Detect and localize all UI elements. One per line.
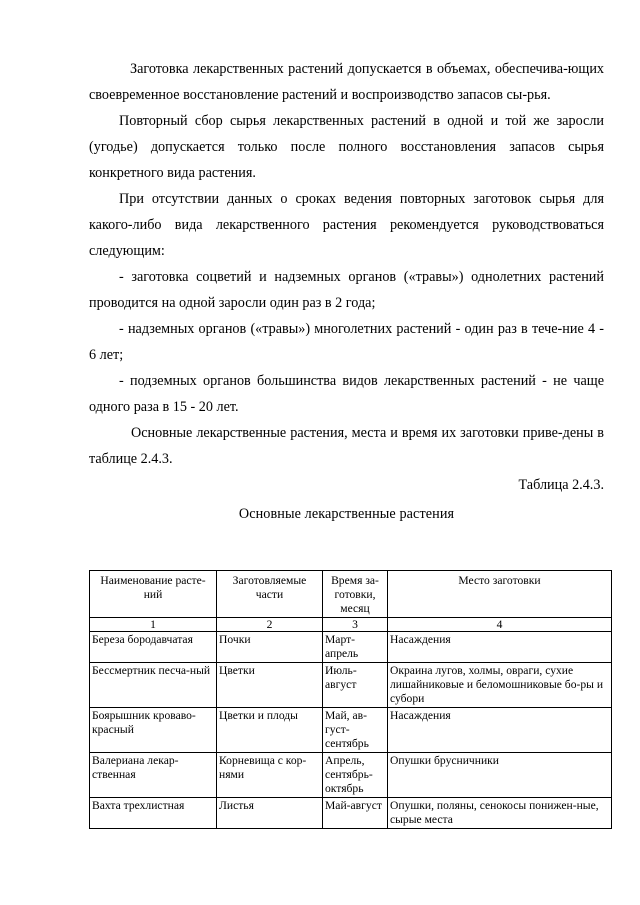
header-harvested-parts: Заготовляемые части (217, 571, 323, 618)
table-title: Основные лекарственные растения (238, 506, 455, 522)
header-harvest-place: Место заготовки (388, 571, 612, 618)
cell-harvested-parts: Листья (217, 798, 323, 829)
table-row (90, 663, 612, 708)
column-number: 2 (217, 618, 323, 632)
cell-harvested-parts: Цветки (217, 663, 323, 708)
column-number-row (90, 618, 612, 632)
bullet-underground-organs: - подземных органов большинства видов лекарственных растений - не чаще одного раза в 15 - 20 лет. (89, 373, 604, 415)
cell-harvest-time: Май, ав-густ-сентябрь (323, 708, 388, 753)
cell-harvest-place: Насаждения (388, 708, 612, 753)
cell-harvest-place: Опушки брусничники (388, 753, 612, 798)
paragraph-repeat-collection: Повторный сбор сырья лекарственных растений в одной и той же заросли (угодье) допускается только после полного восстановления запасов сырья конкретного вида растения. (89, 113, 604, 181)
cell-harvest-time: Июль-август (323, 663, 388, 708)
document-body (89, 56, 604, 527)
paragraph-table-reference: Основные лекарственные растения, места и время их заготовки приве-дены в таблице 2.4.3. (89, 425, 604, 467)
column-number: 3 (323, 618, 388, 632)
cell-harvest-time: Апрель, сентябрь-октябрь (323, 753, 388, 798)
cell-plant-name: Береза бородавчатая (90, 632, 217, 663)
paragraph-harvest-volume: Заготовка лекарственных растений допускается в объемах, обеспечива-ющих своевременное восстановление растений и воспроизводство запасов сы-рья. (89, 61, 604, 103)
cell-harvest-place: Опушки, поляны, сенокосы понижен-ные, сырые места (388, 798, 612, 829)
cell-plant-name: Валериана лекар-ственная (90, 753, 217, 798)
column-number: 1 (90, 618, 217, 632)
table-header-row (90, 571, 612, 618)
header-harvest-time: Время за-готовки, месяц (323, 571, 388, 618)
table-row (90, 632, 612, 663)
cell-harvest-time: Март-апрель (323, 632, 388, 663)
cell-plant-name: Вахта трехлистная (90, 798, 217, 829)
paragraph-no-data-guidance: При отсутствии данных о сроках ведения повторных заготовок сырья для какого-либо вида лекарственного растения рекомендуется руководствоваться следующим: (89, 191, 604, 259)
medicinal-plants-table (89, 570, 612, 829)
cell-harvested-parts: Почки (217, 632, 323, 663)
bullet-annual-plants: - заготовка соцветий и надземных органов («травы») однолетних растений проводится на одной заросли один раз в 2 года; (89, 269, 604, 311)
table-caption: Таблица 2.4.3. (518, 477, 604, 493)
cell-plant-name: Боярышник кроваво-красный (90, 708, 217, 753)
cell-harvest-time: Май-август (323, 798, 388, 829)
table-row (90, 753, 612, 798)
cell-harvested-parts: Корневища с кор-нями (217, 753, 323, 798)
cell-harvest-place: Окраина лугов, холмы, овраги, сухие лишайниковые и беломошниковые бо-ры и субори (388, 663, 612, 708)
bullet-perennial-plants: - надземных органов («травы») многолетних растений - один раз в тече-ние 4 - 6 лет; (89, 321, 604, 363)
cell-harvested-parts: Цветки и плоды (217, 708, 323, 753)
table-row (90, 708, 612, 753)
cell-harvest-place: Насаждения (388, 632, 612, 663)
cell-plant-name: Бессмертник песча-ный (90, 663, 217, 708)
table-row (90, 798, 612, 829)
header-plant-name: Наименование расте-ний (90, 571, 217, 618)
column-number: 4 (388, 618, 612, 632)
